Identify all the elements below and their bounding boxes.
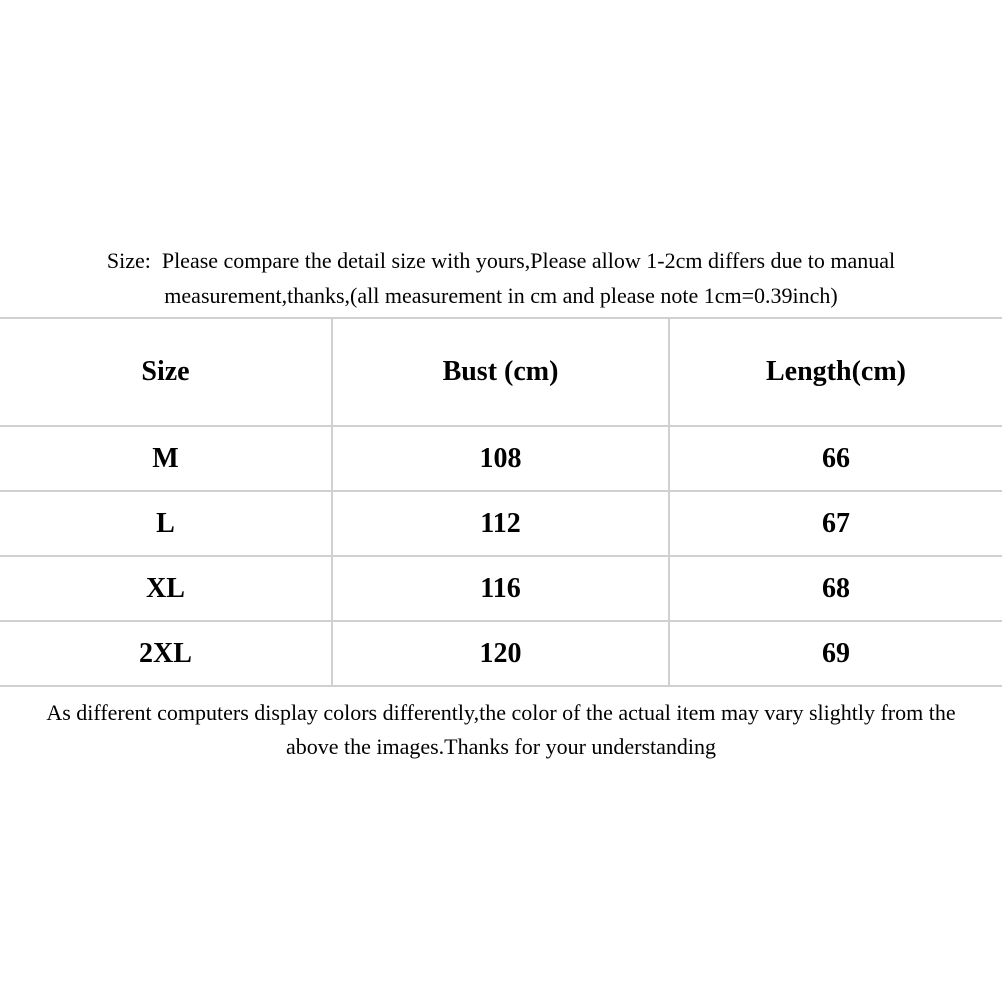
size-table-row-xl [0, 556, 1002, 621]
length-value-xl: 68 [669, 556, 1002, 621]
size-table-row-2xl [0, 621, 1002, 686]
size-value-2xl: 2XL [0, 621, 332, 686]
bust-value-xl: 116 [332, 556, 669, 621]
column-header-length: Length(cm) [669, 318, 1002, 426]
size-measure-notice-line-1: Size: Please compare the detail size with yours,Please allow 1-2cm differs due to manual [106, 248, 896, 273]
length-value-m: 66 [669, 426, 1002, 491]
column-header-bust: Bust (cm) [332, 318, 669, 426]
length-value-2xl: 69 [669, 621, 1002, 686]
color-disclaimer-line-2: above the images.Thanks for your understanding [285, 734, 717, 759]
size-measure-notice [0, 243, 1002, 313]
size-table-row-m [0, 426, 1002, 491]
size-table-row-l [0, 491, 1002, 556]
size-table [0, 317, 1002, 687]
column-header-size: Size [0, 318, 332, 426]
size-measure-notice-line-2: measurement,thanks,(all measurement in cm and please note 1cm=0.39inch) [164, 283, 838, 308]
length-value-l: 67 [669, 491, 1002, 556]
bust-value-l: 112 [332, 491, 669, 556]
size-value-xl: XL [0, 556, 332, 621]
bust-value-2xl: 120 [332, 621, 669, 686]
size-value-l: L [0, 491, 332, 556]
bust-value-m: 108 [332, 426, 669, 491]
color-disclaimer [0, 696, 1002, 764]
size-value-m: M [0, 426, 332, 491]
size-table-header-row [0, 318, 1002, 426]
color-disclaimer-line-1: As different computers display colors differently,the color of the actual item may vary slightly from the [46, 700, 956, 725]
